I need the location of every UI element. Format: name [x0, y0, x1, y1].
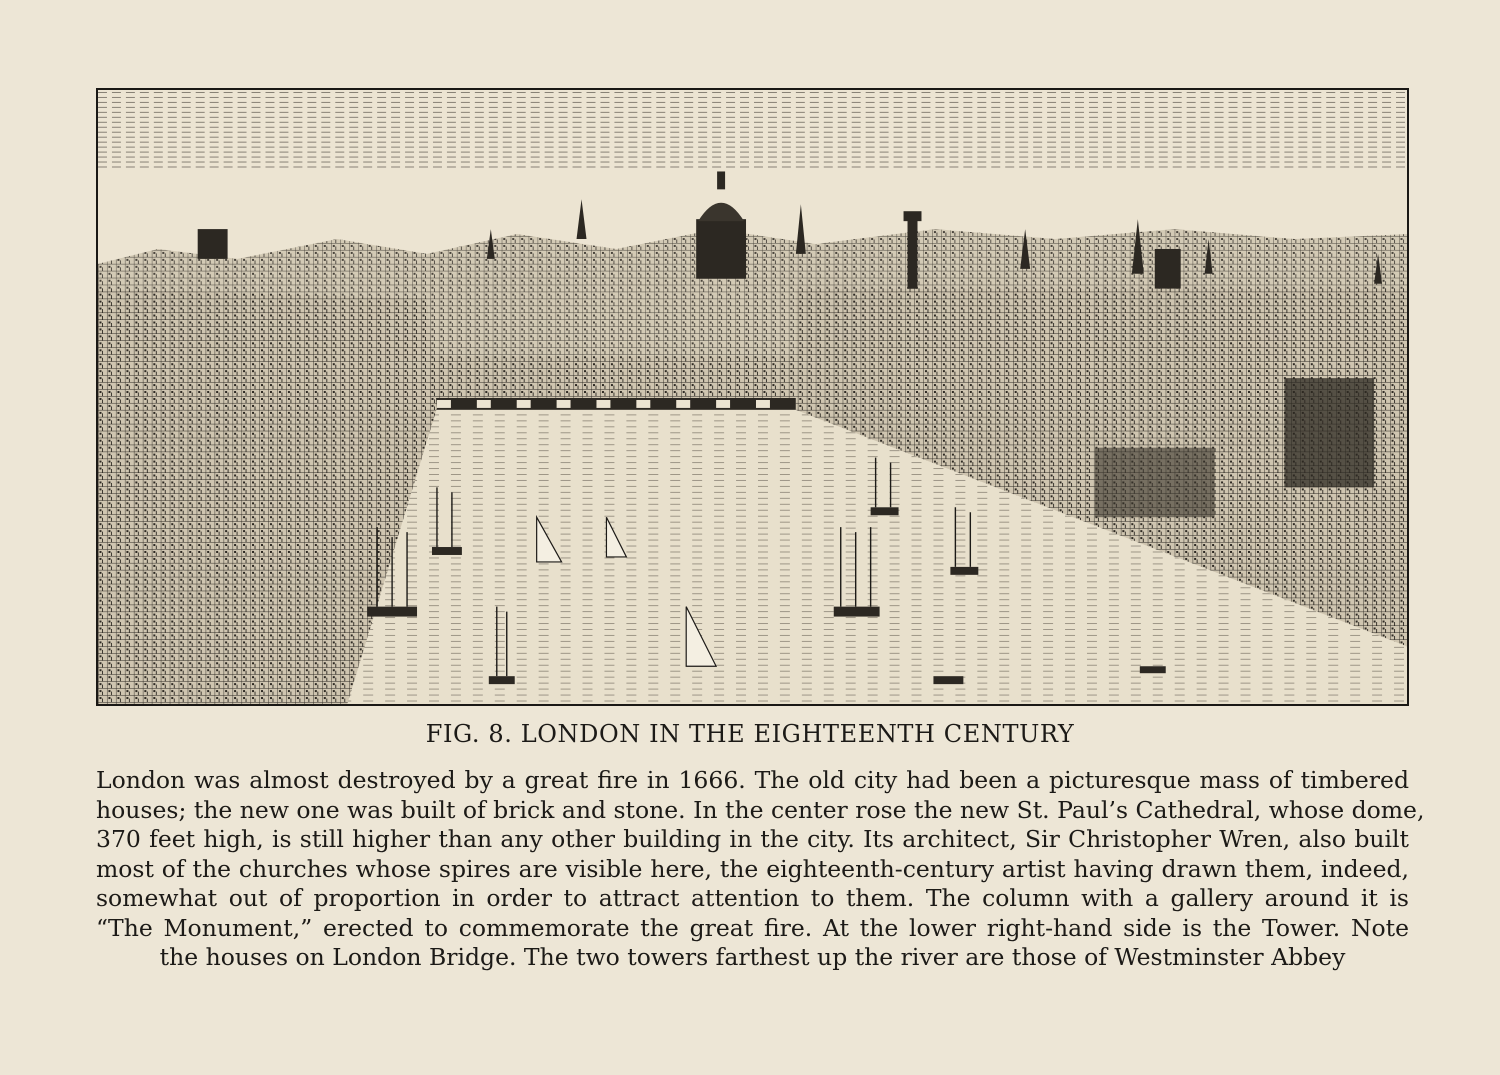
description-line: most of the churches whose spires are visible here, the eighteenth-century artist having drawn them, indeed,	[96, 854, 1409, 883]
description-line: 370 feet high, is still higher than any other building in the city. Its architect, Sir Christopher Wren, also built	[96, 825, 1409, 853]
description-line: the houses on London Bridge. The two towers farthest up the river are those of Westminster Abbey	[159, 943, 1346, 971]
figure-description	[96, 766, 1425, 973]
figure-caption: FIG. 8. LONDON IN THE EIGHTEENTH CENTURY	[425, 720, 1075, 748]
description-line: houses; the new one was built of brick and stone. In the center rose the new St. Paul’s Cathedral, whose dome,	[96, 795, 1425, 824]
description-line: somewhat out of proportion in order to attract attention to them. The column with a gallery around it is	[96, 884, 1409, 912]
engraving-london-panorama	[96, 88, 1409, 706]
engraving-london-panorama-icon	[98, 90, 1407, 704]
description-line: “The Monument,” erected to commemorate the great fire. At the lower right-hand side is the Tower. Note	[96, 913, 1409, 942]
description-line: London was almost destroyed by a great fire in 1666. The old city had been a picturesque mass of timbered	[96, 766, 1409, 794]
